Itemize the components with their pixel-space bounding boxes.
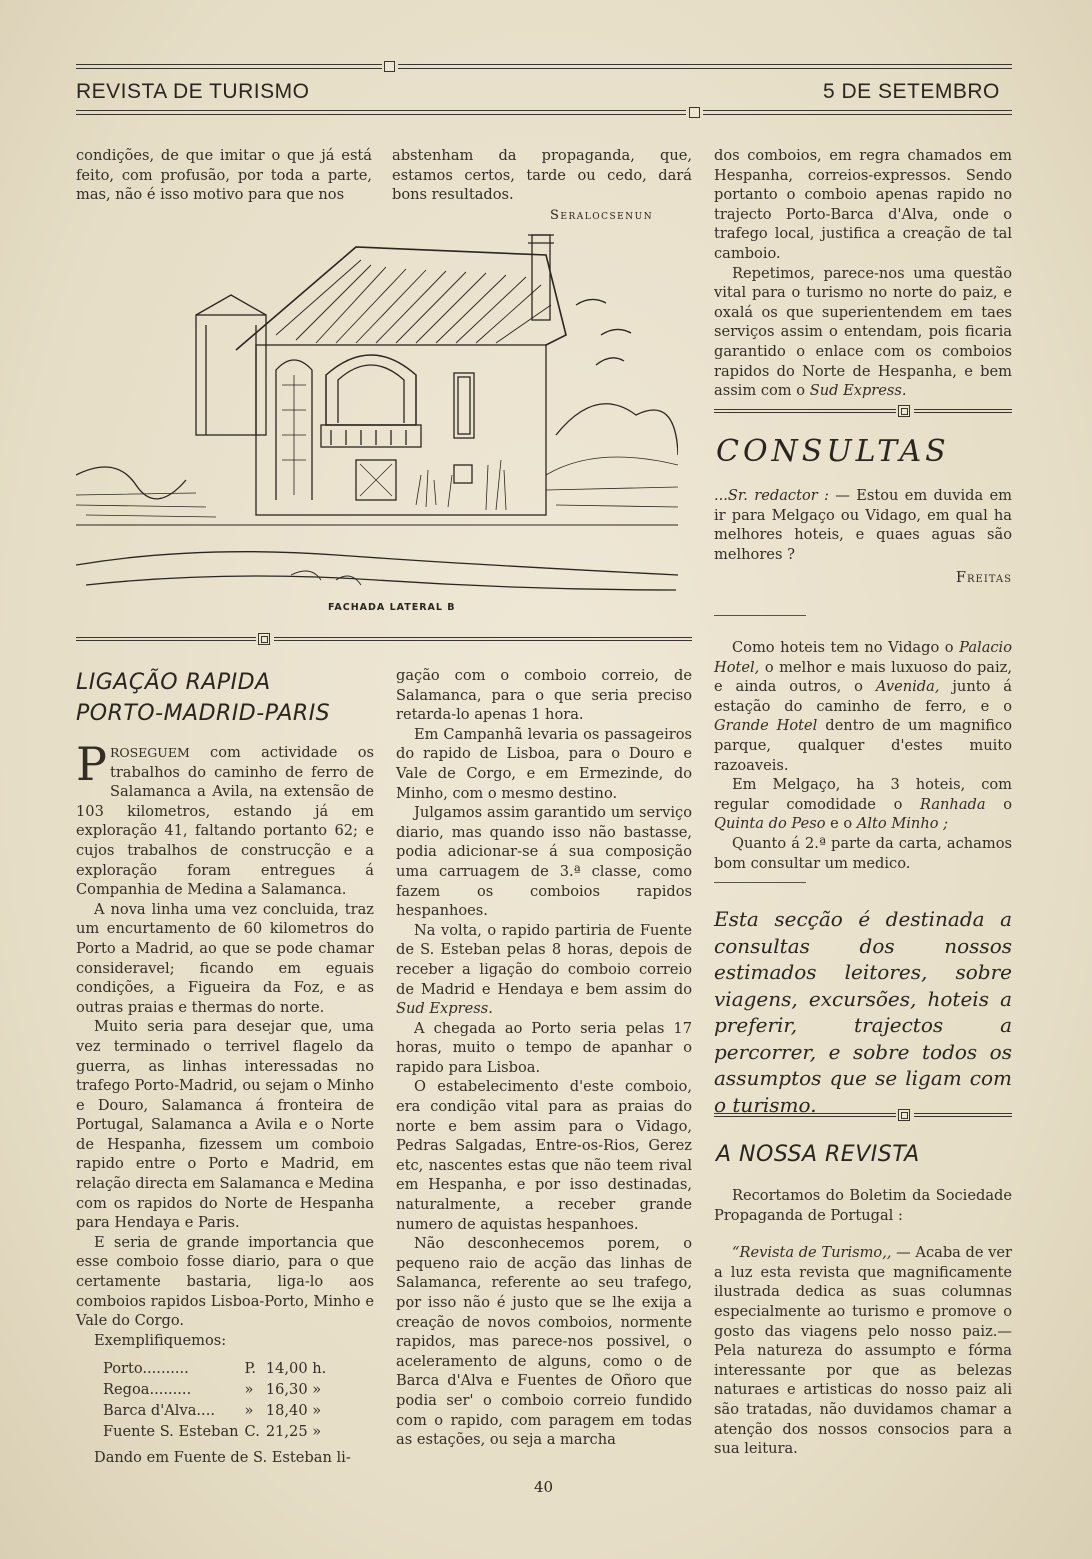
consultas-rule-right [914,409,1012,413]
header-bottom-rule-left [76,110,686,115]
revista-rule-right [914,1113,1012,1117]
article-rule-right [274,637,692,641]
journal-title: REVISTA DE TURISMO [76,80,310,103]
col2-top-text: abstenham da propaganda, que, estamos certos, tarde ou cedo, dará bons resultados. [392,147,692,204]
consultas-notice: Esta secção é destinada a consultas dos nossos estimados leitores, sobre viagens, excursões, hoteis a preferir, trajectos a percorrer, e sobre todos os assumptos que se ligam com o turismo. [714,907,1012,1117]
consultas-ornament [898,405,910,417]
timetable-row: Fuente S. Esteban C. 21,25 » [103,1423,322,1441]
issue-date: 5 DE SETEMBRO [823,80,1000,103]
header-bottom-rule-right [703,110,1012,115]
timetable-row: Regoa......... » 16,30 » [103,1381,322,1399]
header-top-rule-right [398,64,1012,69]
header-top-rule-left [76,64,382,69]
header-ornament-bottom [689,107,700,118]
article-col1: PROSEGUEM com actividade os trabalhos do caminho de ferro de Salamanca a Avila, na extensão de 103 kilometros, estando já em exploração 41, faltando portanto 62; e cujos trabalhos de construcção e a exploração foram entregues á Companhia de Medina a Salamanca. A nova linha uma vez concluida, traz um encurtamento de 60 kilometros do Porto a Madrid, ao que se pode chamar consideravel; ficando em eguais condições, a Figueira da Foz, e as outras praias e thermas do norte. Muito seria para desejar que, uma vez terminado o terrivel flagelo da guerra, as linhas interessadas no trafego Porto-Madrid, ou sejam o Minho e Douro, Salamanca á fronteira de Portugal, Salamanca a Avila e o Norte de Hespanha, fizessem um comboio rapido entre o Porto e Madrid, em relação directa em Salamanca e Medina com os rapidos do Norte de Hespanha para Hendaya e Paris. E seria de grande importancia que esse comboio fosse diario, para o que certamente bastaria, liga-lo aos comboios rapidos Lisboa-Porto, Minho e Vale do Corgo. Exemplifiquemos: Porto.......... P. 14,00 h. Regoa......... » 16,30 » Barca d'Alva.... » 18,40 » Fuente S. Esteban C. 21,25 » Dando em Fuente de S. Esteban li- [76,737,374,1467]
article-title-line1: LIGAÇÃO RAPIDA [76,670,271,695]
illustration-caption: FACHADA LATERAL B [328,602,456,613]
timetable-row: Porto.......... P. 14,00 h. [103,1360,327,1378]
house-illustration [76,225,678,605]
drop-cap: P [76,737,107,791]
consultas-question: ...Sr. redactor : — Estou em duvida em ir para Melgaço ou Vidago, em qual ha melhores hoteis, e quaes aguas são melhores ? Freitas [714,487,1013,587]
revista-text: Recortamos do Boletim da Sociedade Propaganda de Portugal : “Revista de Turismo,, — Acaba de ver a luz esta revista que magnificamente ilustrada dedica as suas columnas especialmente ao turismo e promove o gosto das viagens pelo nosso paiz.—Pela natureza do assumpto e fórma interessante por que as belezas naturaes e artisticas do nosso paiz ali são tratadas, não duvidamos chamar a atenção dos nossos consocios para a sua leitura. [714,1187,1012,1458]
col3-top-text: dos comboios, em regra chamados em Hespanha, correios-expressos. Sendo portanto o comboio apenas rapido no trajecto Porto-Barca d'Alva, onde o trafego local, justifica a creação de tal camboio. Repetimos, parece-nos uma questão vital para o turismo no norte do paiz, e oxalá os que superientendem em taes serviços assim o entendam, pois ficaria garantido o enlace com os comboios rapidos do Norte de Hespanha, e bem assim com o Sud Express. [714,147,1012,400]
consultas-rule-left [714,409,896,413]
consultas-heading: CONSULTAS [716,434,950,469]
header-ornament-top [384,61,395,72]
consultas-answer: Como hoteis tem no Vidago o Palacio Hotel, o melhor e mais luxuoso do paiz, e ainda outros, o Avenida, junto á estação do caminho de ferro, e o Grande Hotel dentro de um magnifico parque, qualquer d'estes muito razoaveis. Em Melgaço, ha 3 hoteis, com regular comodidade o Ranhada o Quinta do Peso e o Alto Minho ; Quanto á 2.ª parte da carta, achamos bom consultar um medico. [714,639,1013,872]
artist-signature: Seralocsenun [550,208,654,223]
revista-ornament [898,1109,910,1121]
revista-heading: A NOSSA REVISTA [716,1142,920,1167]
revista-rule-left [714,1113,896,1117]
col1-top-text: condições, de que imitar o que já está feito, com profusão, por toda a parte, mas, não é isso motivo para que nos [76,147,372,204]
article-col2: gação com o comboio correio, de Salamanca, para o que seria preciso retarda-lo apenas 1 hora. Em Campanhã levaria os passageiros do rapido de Lisboa, para o Douro e Vale de Corgo, e em Ermezinde, do Minho, com o mesmo destino. Julgamos assim garantido um serviço diario, mas quando isso não bastasse, podia adicionar-se á sua composição uma carruagem de 3.ª classe, como fazem os comboios rapidos hespanhoes. Na volta, o rapido partiria de Fuente de S. Esteban pelas 8 horas, depois de receber a ligação do comboio correio de Madrid e Hendaya e bem assim do Sud Express. A chegada ao Porto seria pelas 17 horas, muito o tempo de apanhar o rapido para Lisboa. O estabelecimento d'este comboio, era condição vital para as praias do norte e bem assim para o Vidago, Pedras Salgadas, Entre-os-Rios, Gerez etc, nascentes estas que não teem rival em Hespanha, e por isso destinadas, naturalmente, a receber grande numero de aquistas hespanhoes. Não desconhecemos porem, o pequeno raio de acção das linhas de Salamanca, referente ao seu trafego, por isso não é justo que se lhe exija a creação de novos comboios, normente rapidos, mas parece-nos possivel, o aceleramento de alguns, como o de Barca d'Alva e Fuentes de Oñoro que podia ser' o comboio correio fundido com o rapido, com paragem em todas as estações, ou seja a marcha [396,667,692,1449]
article-rule-left [76,637,256,641]
article-ornament [258,633,270,645]
article-title-line2: PORTO-MADRID-PARIS [76,701,331,726]
timetable [100,1358,329,1442]
timetable-row: Barca d'Alva.... » 18,40 » [103,1402,322,1420]
consultas-short-rule [714,615,806,616]
page-number: 40 [534,1478,554,1496]
notice-short-rule [714,882,806,883]
